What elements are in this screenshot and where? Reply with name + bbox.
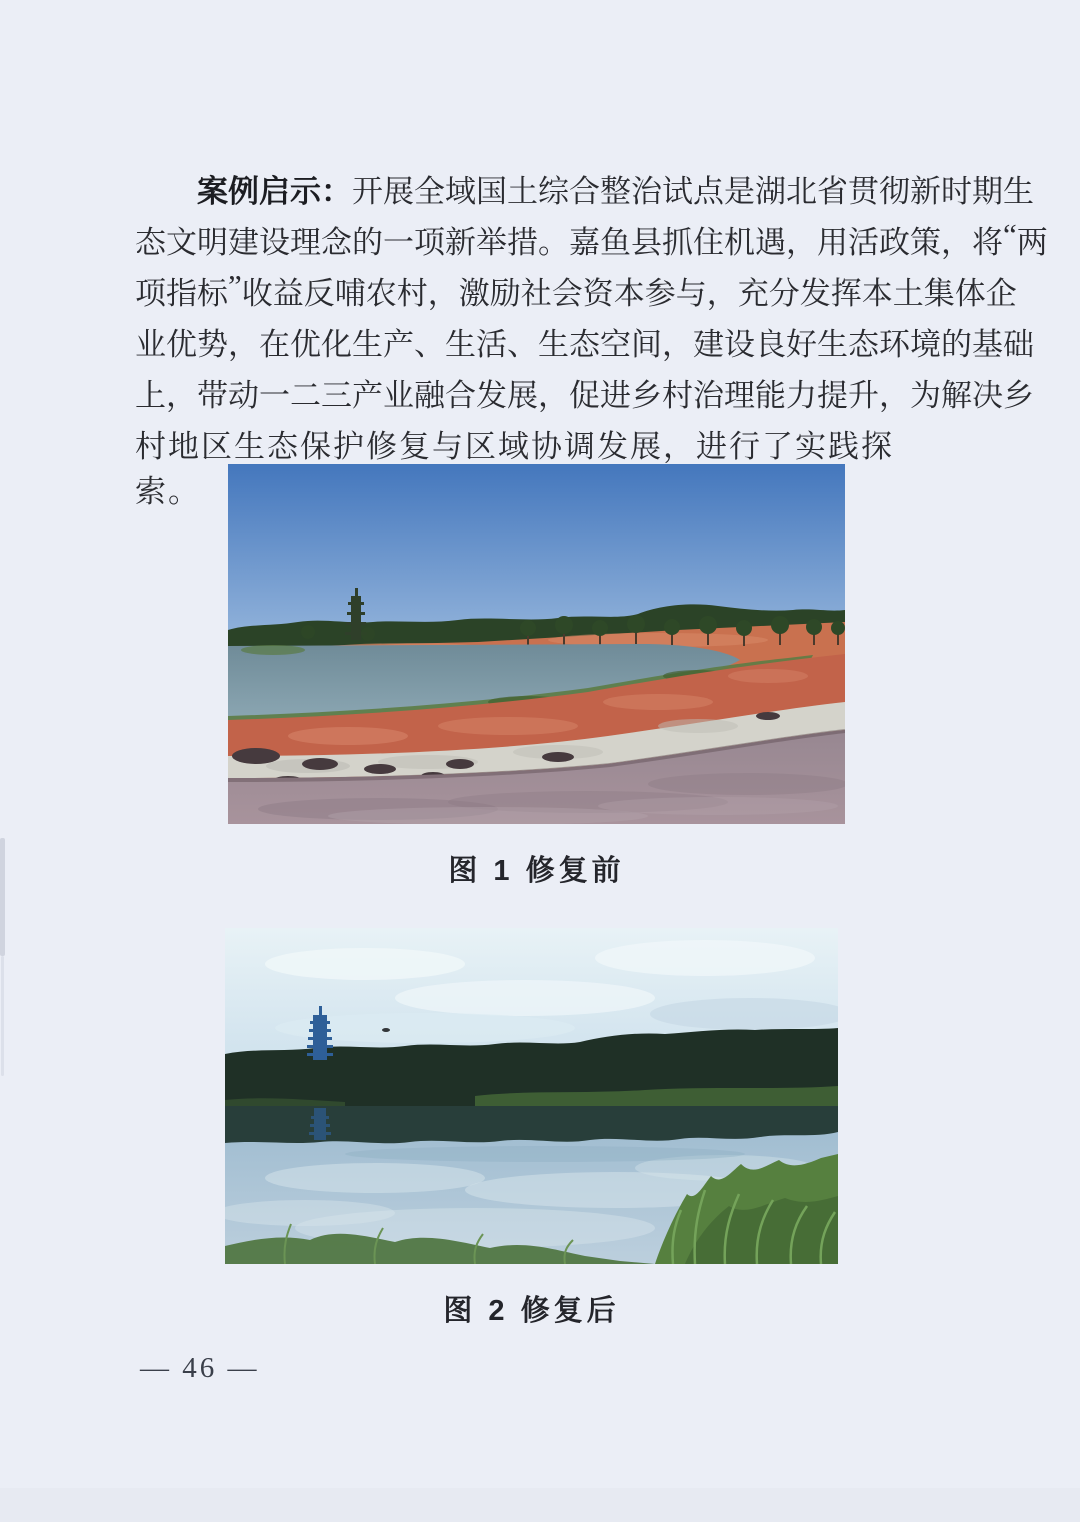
figure2-caption: 图 2 修复后	[443, 1295, 620, 1327]
embankment-highlight	[603, 694, 713, 710]
paragraph-line: 上 ， 带 动 一 二 三 产 业 融 合 发 展 ， 促 进 乡 村 治 理 能 力 提 升 ， 为 解 决 乡	[135, 378, 1034, 413]
figure2-photo-after-restoration	[225, 928, 838, 1264]
figure1-photo-before-restoration	[228, 464, 845, 824]
bird	[382, 1028, 390, 1032]
paragraph-line: 业 优 势 ， 在 优 化 生 产 、 生 活 、 生 态 空 间 ， 建 设 良 好 生 态 环 境 的 基 础	[135, 327, 1034, 362]
water-streak	[345, 1146, 745, 1162]
paragraph-line: 态 文 明 建 设 理 念 的 一 项 新 举 措 。 嘉 鱼 县 抓 住 机 遇 ， 用 活 政 策 ， 将 “ 两	[135, 217, 1048, 260]
scan-edge-artifact	[1, 956, 4, 1076]
road-mottling	[598, 797, 838, 815]
road-mottling	[648, 773, 845, 795]
embankment-highlight	[438, 717, 578, 735]
figure1-caption: 图 1 修复前	[448, 855, 625, 887]
embankment-highlight	[288, 727, 408, 745]
page-number: — 46 —	[140, 1352, 260, 1384]
scan-edge-artifact	[0, 838, 5, 956]
scan-bottom-shading	[0, 1488, 1080, 1522]
embankment-highlight	[728, 669, 808, 683]
waterside-reeds	[241, 645, 305, 655]
paragraph-line: 项 指 标 ” 收 益 反 哺 农 村 ， 激 励 社 会 资 本 参 与 ， 充 分 发 挥 本 土 集 体 企	[135, 268, 1017, 311]
paragraph-line: 村地区生态保护修复与区域协调发展，进行了实践探索。	[135, 429, 894, 509]
case-insight-paragraph	[135, 166, 1048, 509]
paragraph-line: 案 例 启 示 ： 开 展 全 域 国 土 综 合 整 治 试 点 是 湖 北 省 贯 彻 新 时 期 生	[197, 174, 1034, 209]
concrete-shading	[658, 719, 738, 733]
